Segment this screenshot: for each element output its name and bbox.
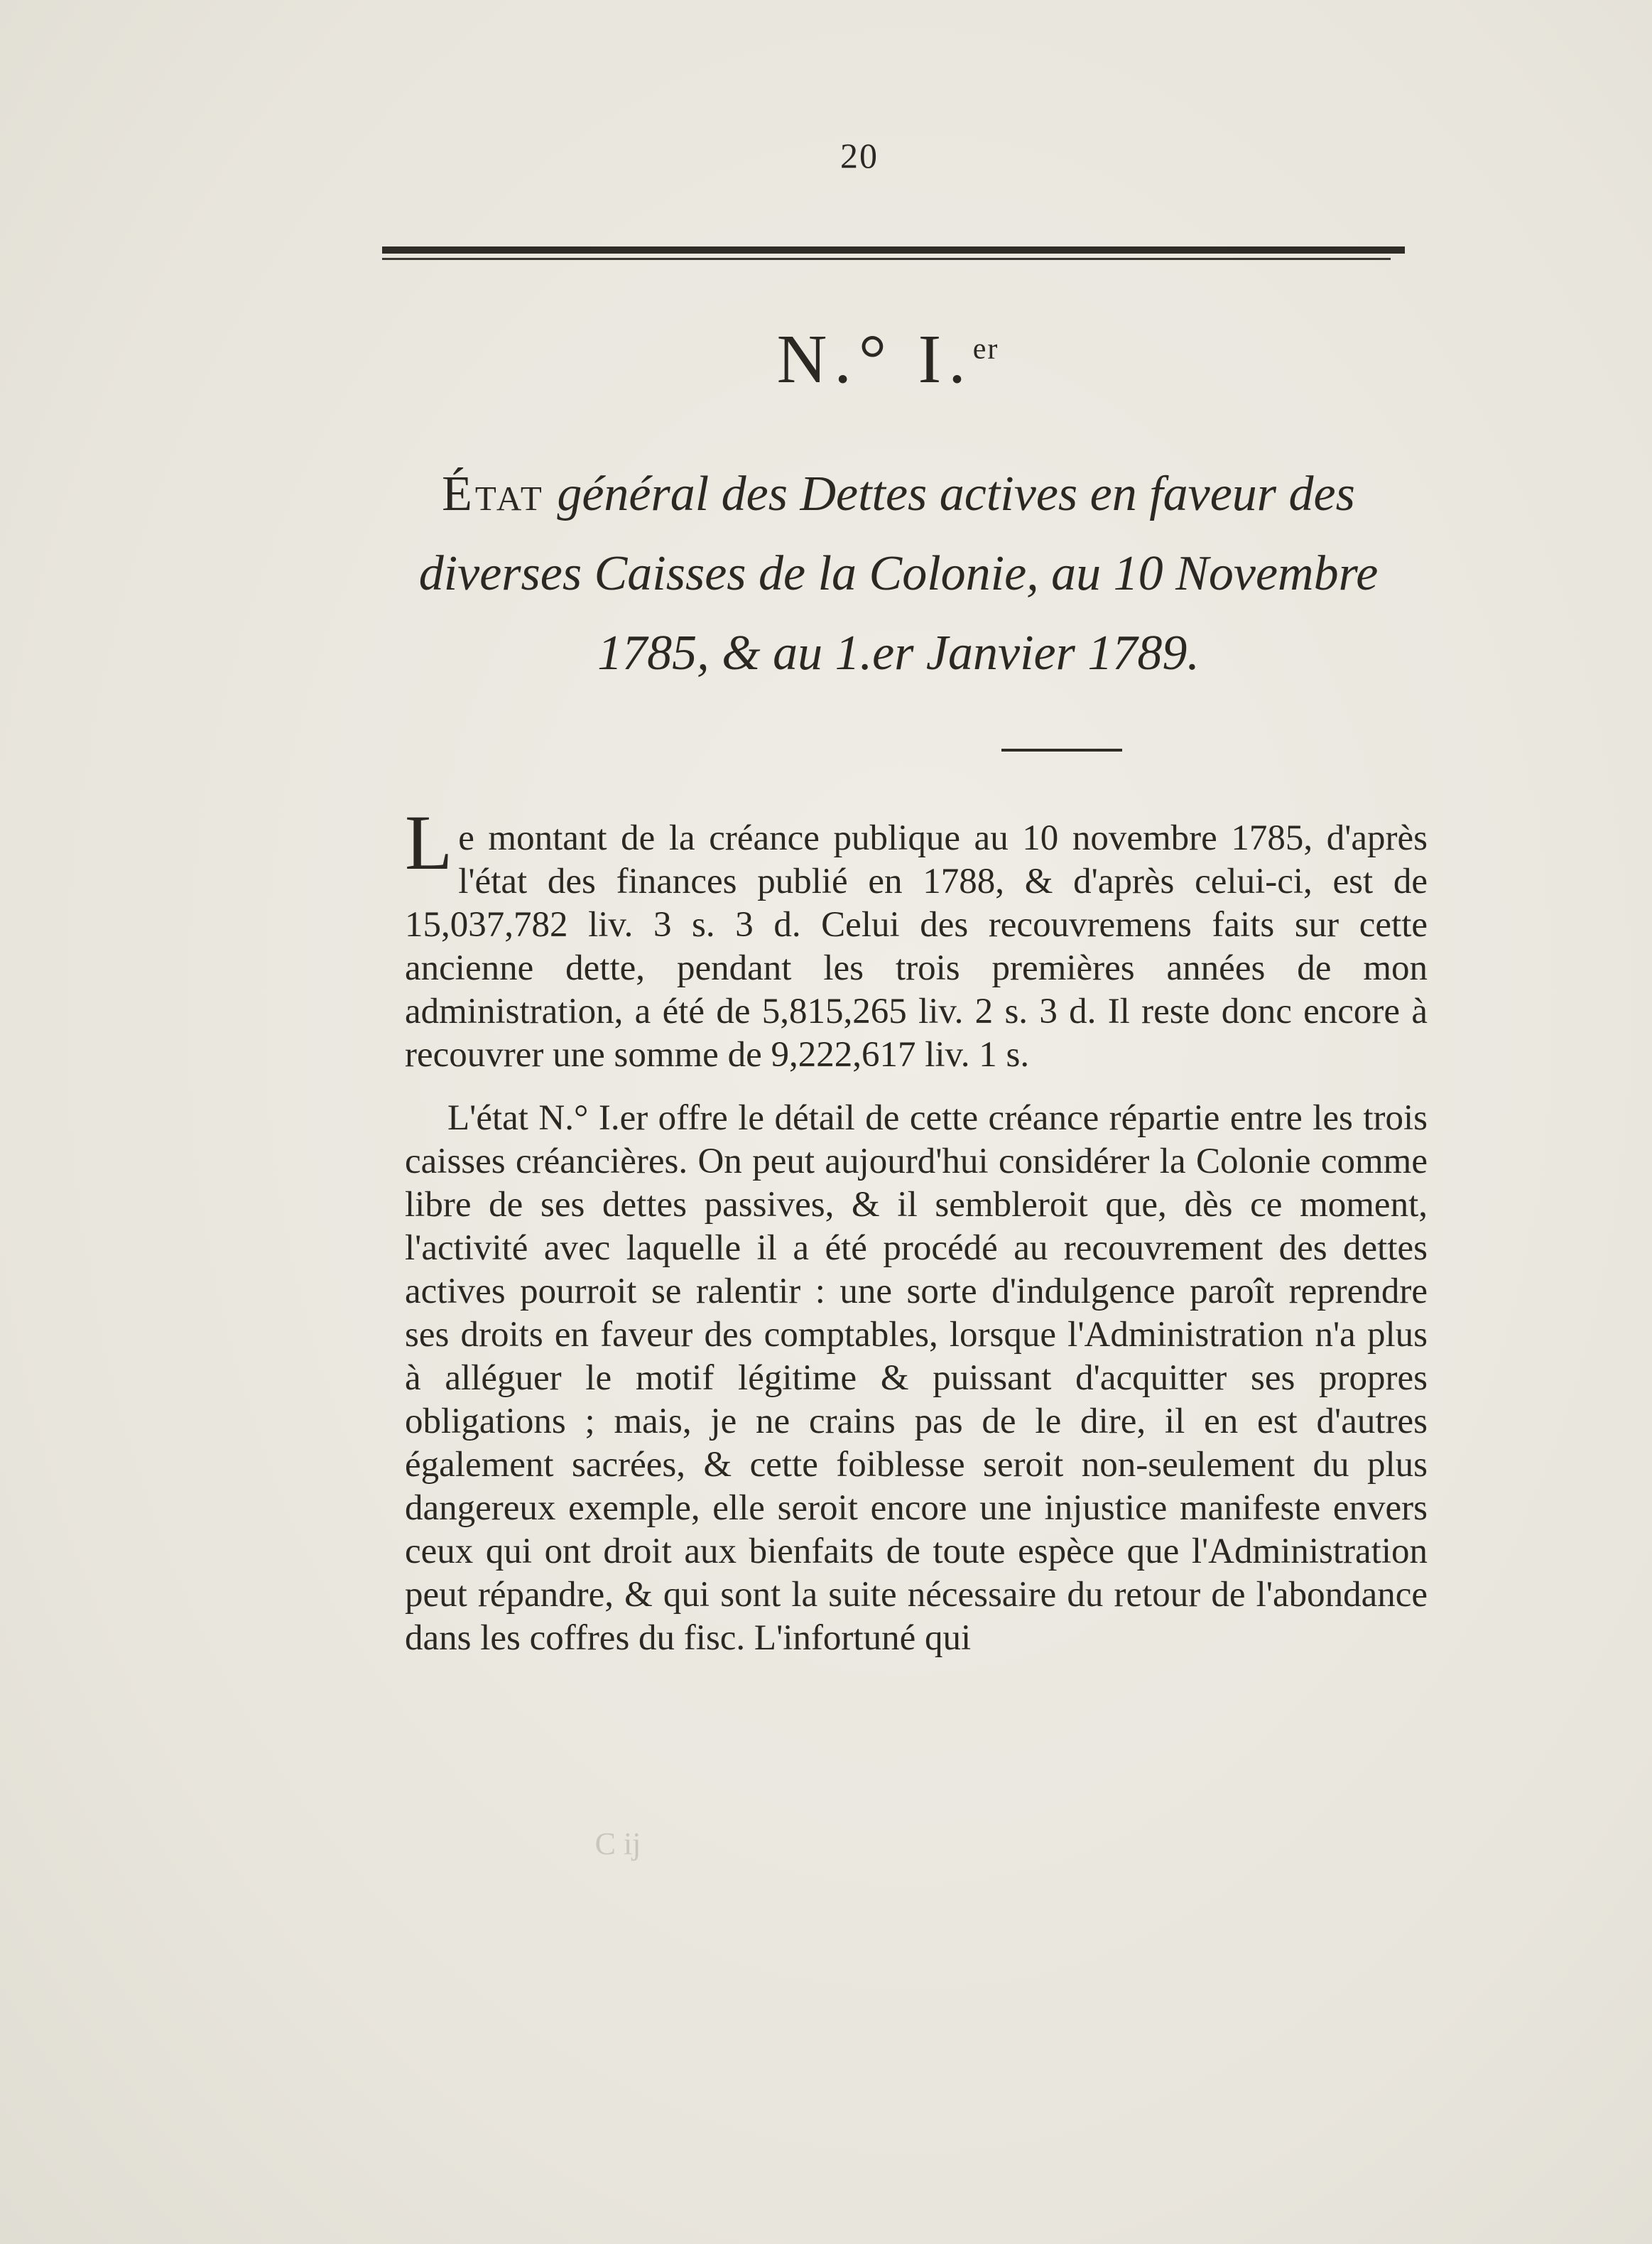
paragraph-1: Le montant de la créance publique au 10 novembre 1785, d'après l'état des finances publié en 1788, & d'après celui-ci, est de 15,037,782 liv. 3 s. 3 d. Celui des recouvremens faits sur cette ancienne dette, pendant les trois premières années de mon administration, a été de 5,815,265 liv. 2 s. 3 d. Il reste donc encore à recouvrer une somme de 9,222,617 liv. 1 s. — [405, 799, 1428, 1075]
title-rest: général des Dettes actives en faveur des diverses Caisses de la Colonie, au 10 Novembre 1785, & au 1.er Janvier 1789. — [418, 467, 1379, 681]
section-number-superscript: er — [972, 332, 999, 366]
body-text — [405, 799, 1428, 1680]
signature-mark — [547, 1826, 689, 1868]
section-number-heading — [710, 320, 1065, 399]
title-first-word: État — [442, 467, 545, 521]
section-number: N.° I. — [776, 321, 973, 398]
header-rule-thick — [382, 246, 1405, 254]
page-number: 20 — [840, 136, 879, 175]
section-title — [369, 455, 1428, 693]
signature-text: C ij — [594, 1826, 641, 1861]
header-rule-thin — [382, 258, 1391, 260]
paragraph-2: L'état N.° I.er offre le détail de cette créance répartie entre les trois caisses créancières. On peut aujourd'hui considérer la Colonie comme libre de ses dettes passives, & il sembleroit que, dès ce moment, l'activité avec laquelle il a été procédé au recouvrement des dettes actives pourroit se ralentir : une sorte d'indulgence paroît reprendre ses droits en faveur des comptables, lorsque l'Administration n'a plus à alléguer le motif légitime & puissant d'acquitter ses propres obligations ; mais, je ne crains pas de le dire, il en est d'autres également sacrées, & cette foiblesse seroit non-seulement du plus dangereux exemple, elle seroit encore une injustice manifeste envers ceux qui ont droit aux bienfaits de toute espèce que l'Administration peut répandre, & qui sont la suite nécessaire du retour de l'abondance dans les coffres du fisc. L'infortuné qui — [405, 1098, 1428, 1658]
title-separator-rule — [1001, 749, 1122, 752]
